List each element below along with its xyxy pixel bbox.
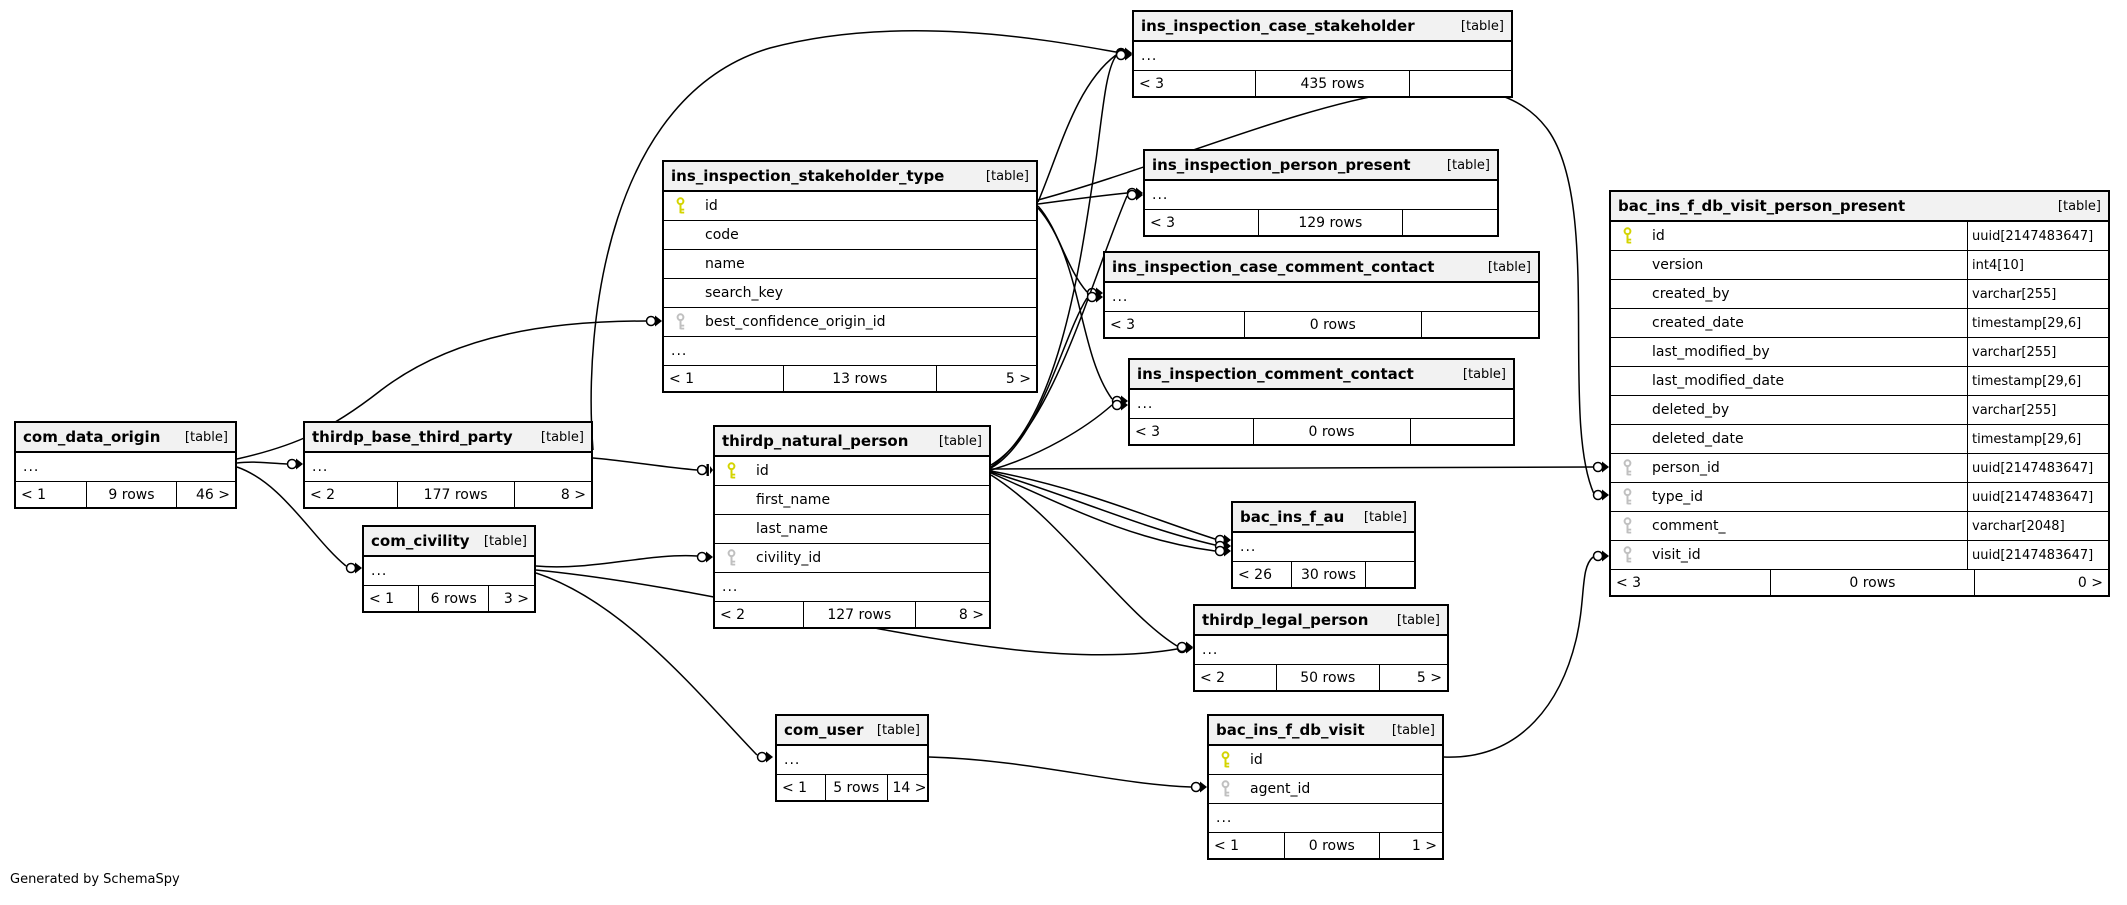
column-row [1611, 512, 2108, 541]
hidden-columns-row [1145, 181, 1497, 210]
column-name: visit_id [1652, 547, 1701, 563]
row-count: 435 rows [1255, 71, 1410, 96]
children-count: 46 > [176, 482, 235, 507]
row-count: 6 rows [418, 586, 488, 611]
column-row [1611, 483, 2108, 512]
crowfoot-arrowhead-icon [1200, 782, 1207, 793]
column-name: deleted_by [1652, 402, 1730, 418]
relationship-edge [991, 473, 1215, 551]
row-count: 50 rows [1276, 665, 1379, 690]
hidden-columns-row [1134, 42, 1511, 71]
column-name: agent_id [1250, 781, 1311, 797]
table-node-ins_inspection_person_present[interactable] [1143, 149, 1499, 237]
crowfoot-arrowhead-icon [706, 552, 713, 563]
ellipsis: ... [1240, 539, 1257, 555]
column-row [1611, 251, 2108, 280]
cardinality-circle-icon [1594, 552, 1603, 561]
table-type-tag: [table] [1363, 509, 1407, 525]
table-footer [1209, 833, 1442, 858]
column-name: name [705, 256, 745, 272]
relationship-edge [237, 462, 287, 464]
table-title: ins_inspection_case_stakeholder [1141, 17, 1415, 35]
column-row [1611, 222, 2108, 251]
hidden-columns-row [364, 557, 534, 586]
crowfoot-arrowhead-icon [1602, 462, 1609, 473]
table-node-ins_inspection_case_stakeholder[interactable] [1132, 10, 1513, 98]
row-count: 177 rows [397, 482, 514, 507]
relationship-edge [536, 556, 697, 567]
parents-count: < 3 [1150, 214, 1176, 231]
table-header [777, 716, 927, 746]
relationship-edge [991, 475, 1177, 646]
table-footer [1611, 570, 2108, 595]
parents-count: < 1 [21, 486, 47, 503]
parents-count: < 3 [1616, 574, 1642, 591]
table-header [1134, 12, 1511, 42]
ellipsis: ... [1202, 642, 1219, 658]
cardinality-circle-icon [1088, 293, 1097, 302]
children-count: 0 > [1974, 570, 2108, 595]
table-footer [305, 482, 591, 507]
foreign-key-icon [1219, 780, 1232, 798]
column-type: int4[10] [1967, 250, 2108, 280]
column-row [715, 544, 989, 573]
table-title: com_user [784, 721, 864, 739]
table-header [1130, 360, 1513, 390]
column-row [664, 308, 1036, 337]
table-title: com_civility [371, 532, 470, 550]
relationship-edge [929, 757, 1191, 787]
column-type: timestamp[29,6] [1967, 308, 2108, 338]
table-header [1105, 253, 1538, 283]
column-name: last_name [756, 521, 828, 537]
column-row [715, 457, 989, 486]
column-type: uuid[2147483647] [1967, 482, 2108, 512]
column-row [1209, 775, 1442, 804]
children-count: 14 > [887, 775, 932, 800]
ellipsis: ... [1112, 289, 1129, 305]
children-count: 5 > [1379, 665, 1447, 690]
column-type: varchar[255] [1967, 279, 2108, 309]
table-node-ins_inspection_stakeholder_type[interactable] [662, 160, 1038, 393]
row-count: 9 rows [86, 482, 176, 507]
table-footer [1195, 665, 1447, 690]
column-type: varchar[255] [1967, 337, 2108, 367]
table-title: bac_ins_f_db_visit_person_present [1618, 197, 1906, 215]
table-node-com_user[interactable] [775, 714, 929, 802]
table-footer [364, 586, 534, 611]
table-title: ins_inspection_person_present [1152, 156, 1411, 174]
schemaspy-credit: Generated by SchemaSpy [10, 872, 180, 887]
hidden-columns-row [305, 453, 591, 482]
table-header [1145, 151, 1497, 181]
table-type-tag: [table] [1396, 612, 1440, 628]
children-count: 8 > [915, 602, 989, 627]
column-name: first_name [756, 492, 831, 508]
children-count: 3 > [488, 586, 534, 611]
column-name: id [1250, 752, 1263, 768]
primary-key-icon [725, 462, 738, 480]
cardinality-circle-icon [1192, 783, 1201, 792]
column-name: id [705, 198, 718, 214]
ellipsis: ... [371, 563, 388, 579]
crowfoot-arrowhead-icon [655, 316, 662, 327]
row-count: 0 rows [1770, 570, 1974, 595]
cardinality-circle-icon [647, 317, 656, 326]
table-node-bac_ins_f_au[interactable] [1231, 501, 1416, 589]
table-node-ins_inspection_comment_contact[interactable] [1128, 358, 1515, 446]
column-name: person_id [1652, 460, 1720, 476]
table-type-tag: [table] [184, 429, 228, 445]
cardinality-circle-icon [1178, 643, 1187, 652]
parents-count: < 3 [1135, 423, 1161, 440]
cardinality-circle-icon [347, 564, 356, 573]
table-footer [1105, 312, 1538, 337]
table-title: thirdp_legal_person [1202, 611, 1369, 629]
table-type-tag: [table] [540, 429, 584, 445]
hidden-columns-row [1233, 533, 1414, 562]
table-node-thirdp_legal_person[interactable] [1193, 604, 1449, 692]
ellipsis: ... [1141, 48, 1158, 64]
foreign-key-icon [1621, 517, 1634, 535]
column-name: comment_ [1652, 518, 1726, 534]
foreign-key-icon [1621, 459, 1634, 477]
table-node-thirdp_base_third_party[interactable] [303, 421, 593, 509]
children-count [1410, 419, 1513, 444]
crowfoot-arrowhead-icon [1602, 490, 1609, 501]
table-footer [1130, 419, 1513, 444]
table-header [364, 527, 534, 557]
parents-count: < 1 [369, 590, 395, 607]
column-row [664, 221, 1036, 250]
table-title: bac_ins_f_au [1240, 508, 1345, 526]
row-count: 30 rows [1291, 562, 1365, 587]
cardinality-circle-icon [1594, 491, 1603, 500]
relationship-edge [991, 472, 1215, 545]
primary-key-icon [674, 197, 687, 215]
column-row [1611, 338, 2108, 367]
foreign-key-icon [1621, 546, 1634, 564]
children-count: 8 > [514, 482, 591, 507]
cardinality-circle-icon [1113, 401, 1122, 410]
parents-count: < 3 [1110, 316, 1136, 333]
cardinality-circle-icon [698, 553, 707, 562]
table-header [1195, 606, 1447, 636]
table-node-com_data_origin[interactable] [14, 421, 237, 509]
table-header [1611, 192, 2108, 222]
table-title: bac_ins_f_db_visit [1216, 721, 1365, 739]
column-name: version [1652, 257, 1704, 273]
column-row [1611, 396, 2108, 425]
column-type: timestamp[29,6] [1967, 366, 2108, 396]
row-count: 0 rows [1284, 833, 1380, 858]
table-type-tag: [table] [2057, 198, 2101, 214]
column-name: created_date [1652, 315, 1744, 331]
ellipsis: ... [1137, 396, 1154, 412]
column-row [715, 486, 989, 515]
table-header [16, 423, 235, 453]
column-name: code [705, 227, 739, 243]
row-count: 5 rows [825, 775, 887, 800]
table-footer [16, 482, 235, 507]
table-footer [715, 602, 989, 627]
ellipsis: ... [784, 752, 801, 768]
table-footer [1134, 71, 1511, 96]
parents-count: < 2 [1200, 669, 1226, 686]
column-name: id [1652, 228, 1665, 244]
table-type-tag: [table] [1446, 157, 1490, 173]
ellipsis: ... [1152, 187, 1169, 203]
column-row [1611, 454, 2108, 483]
hidden-columns-row [777, 746, 927, 775]
column-row [1611, 541, 2108, 570]
parents-count: < 2 [310, 486, 336, 503]
children-count: 1 > [1379, 833, 1442, 858]
children-count [1421, 312, 1538, 337]
column-type: uuid[2147483647] [1967, 221, 2108, 251]
cardinality-circle-icon [1594, 463, 1603, 472]
table-footer [777, 775, 927, 800]
cardinality-circle-icon [698, 466, 707, 475]
hidden-columns-row [1130, 390, 1513, 419]
relationship-edge [1444, 557, 1593, 757]
table-title: ins_inspection_case_comment_contact [1112, 258, 1435, 276]
column-row [1611, 425, 2108, 454]
cardinality-circle-icon [1216, 547, 1225, 556]
column-name: best_confidence_origin_id [705, 314, 886, 330]
table-footer [1145, 210, 1497, 235]
column-row [664, 192, 1036, 221]
table-header [1233, 503, 1414, 533]
column-name: type_id [1652, 489, 1704, 505]
table-title: ins_inspection_stakeholder_type [671, 167, 945, 185]
children-count [1402, 210, 1497, 235]
cardinality-circle-icon [1128, 191, 1137, 200]
table-header [1209, 716, 1442, 746]
parents-count: < 1 [1214, 837, 1240, 854]
column-type: uuid[2147483647] [1967, 453, 2108, 483]
ellipsis: ... [671, 343, 688, 359]
crowfoot-arrowhead-icon [1186, 642, 1193, 653]
foreign-key-icon [725, 549, 738, 567]
table-type-tag: [table] [985, 168, 1029, 184]
hidden-columns-row [1105, 283, 1538, 312]
column-row [715, 515, 989, 544]
relationship-edge [991, 471, 1215, 539]
table-type-tag: [table] [1391, 722, 1435, 738]
children-count [1365, 562, 1414, 587]
table-node-bac_ins_f_db_visit[interactable] [1207, 714, 1444, 860]
table-type-tag: [table] [1462, 366, 1506, 382]
column-row [1209, 746, 1442, 775]
table-node-ins_inspection_case_comment_contact[interactable] [1103, 251, 1540, 339]
ellipsis: ... [312, 459, 329, 475]
parents-count: < 26 [1238, 566, 1272, 583]
foreign-key-icon [674, 313, 687, 331]
column-name: civility_id [756, 550, 822, 566]
table-node-com_civility[interactable] [362, 525, 536, 613]
table-type-tag: [table] [938, 433, 982, 449]
parents-count: < 2 [720, 606, 746, 623]
table-node-thirdp_natural_person[interactable] [713, 425, 991, 629]
hidden-columns-row [715, 573, 989, 602]
parents-count: < 1 [782, 779, 808, 796]
children-count [1409, 71, 1511, 96]
ellipsis: ... [722, 579, 739, 595]
column-row [1611, 367, 2108, 396]
column-type: uuid[2147483647] [1967, 540, 2108, 570]
crowfoot-arrowhead-icon [1602, 551, 1609, 562]
crowfoot-arrowhead-icon [766, 752, 773, 763]
table-header [715, 427, 989, 457]
table-type-tag: [table] [483, 533, 527, 549]
foreign-key-icon [1621, 488, 1634, 506]
table-footer [664, 366, 1036, 391]
column-name: last_modified_date [1652, 373, 1785, 389]
table-title: thirdp_natural_person [722, 432, 909, 450]
primary-key-icon [1219, 751, 1232, 769]
column-type: varchar[2048] [1967, 511, 2108, 541]
column-row [1611, 280, 2108, 309]
column-name: created_by [1652, 286, 1730, 302]
hidden-columns-row [1195, 636, 1447, 665]
table-header [305, 423, 591, 453]
hidden-columns-row [664, 337, 1036, 366]
column-name: id [756, 463, 769, 479]
ellipsis: ... [23, 459, 40, 475]
relationship-edge [1038, 193, 1127, 204]
crowfoot-arrowhead-icon [355, 563, 362, 574]
table-node-bac_ins_f_db_visit_person_present[interactable] [1609, 190, 2110, 597]
column-name: last_modified_by [1652, 344, 1770, 360]
column-row [664, 250, 1036, 279]
table-type-tag: [table] [1460, 18, 1504, 34]
table-type-tag: [table] [876, 722, 920, 738]
column-row [664, 279, 1036, 308]
relationship-edge [991, 405, 1112, 470]
column-type: timestamp[29,6] [1967, 424, 2108, 454]
ellipsis: ... [1216, 810, 1233, 826]
column-name: search_key [705, 285, 784, 301]
column-row [1611, 309, 2108, 338]
column-name: deleted_date [1652, 431, 1744, 447]
row-count: 0 rows [1244, 312, 1422, 337]
parents-count: < 3 [1139, 75, 1165, 92]
crowfoot-arrowhead-icon [296, 459, 303, 470]
children-count: 5 > [936, 366, 1036, 391]
table-type-tag: [table] [1487, 259, 1531, 275]
table-title: ins_inspection_comment_contact [1137, 365, 1414, 383]
hidden-columns-row [16, 453, 235, 482]
column-type: varchar[255] [1967, 395, 2108, 425]
cardinality-circle-icon [758, 753, 767, 762]
relationship-edge [593, 458, 697, 470]
cardinality-bar-icon [707, 464, 709, 476]
row-count: 129 rows [1258, 210, 1402, 235]
cardinality-circle-icon [1117, 51, 1126, 60]
row-count: 127 rows [803, 602, 915, 627]
table-title: thirdp_base_third_party [312, 428, 513, 446]
parents-count: < 1 [669, 370, 695, 387]
row-count: 0 rows [1253, 419, 1410, 444]
relationship-edge [991, 467, 1593, 469]
table-title: com_data_origin [23, 428, 161, 446]
table-header [664, 162, 1036, 192]
cardinality-circle-icon [288, 460, 297, 469]
table-footer [1233, 562, 1414, 587]
hidden-columns-row [1209, 804, 1442, 833]
row-count: 13 rows [783, 366, 936, 391]
relationship-edge [1038, 208, 1112, 399]
primary-key-icon [1621, 227, 1634, 245]
